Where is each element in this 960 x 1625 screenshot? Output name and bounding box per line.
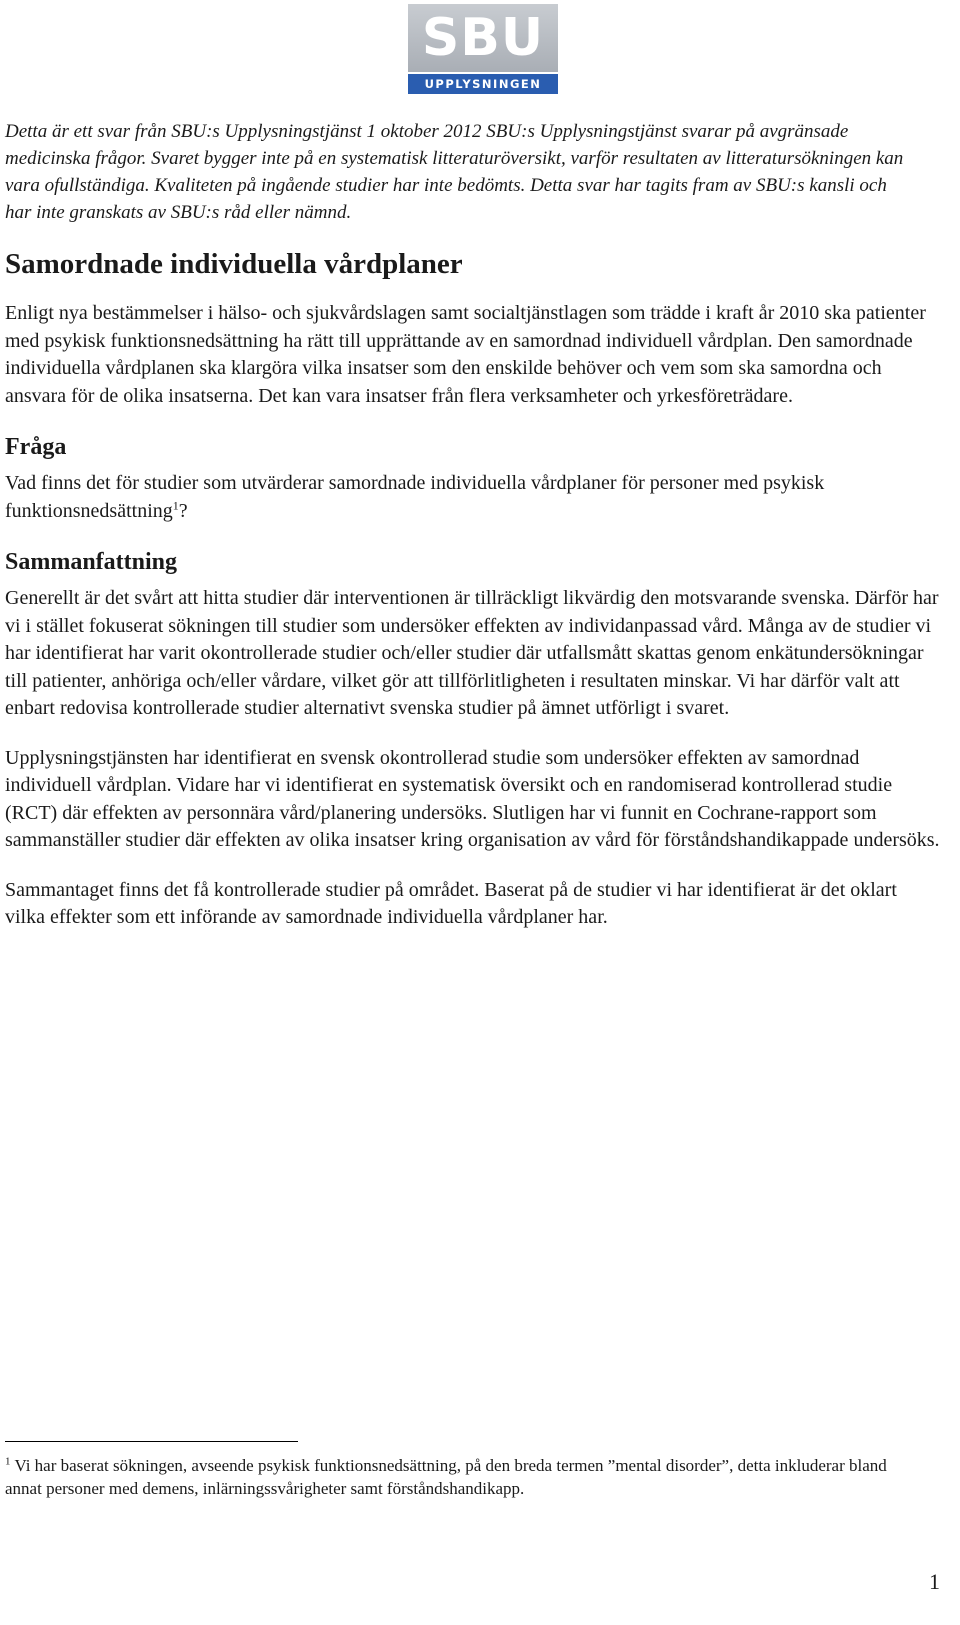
footnote-reference[interactable]: 1 xyxy=(172,497,179,512)
main-content xyxy=(5,246,940,954)
page-title: Samordnade individuella vårdplaner xyxy=(5,248,463,280)
background-paragraph: Enligt nya bestämmelser i hälso- och sjukvårdslagen samt socialtjänstlagen som trädde i kraft år 2010 ska patienter med psykisk funktionsnedsättning ha rätt till upprättande av en samordnad individuell vårdplan. Den samordnade individuella vårdplanen ska klargöra vilka insatser som den enskilde behöver och vem som ska samordna och ansvara för de olika insatserna. Det kan vara insatser från flera verksamheter och yrkesföreträdare. xyxy=(5,302,926,407)
question-heading: Fråga xyxy=(5,434,67,460)
summary-paragraph: Sammantaget finns det få kontrollerade studier på området. Baserat på de studier vi har identifierat är det oklart vilka effekter som ett införande av samordnade individuella vårdplaner har. xyxy=(5,878,897,928)
question-text xyxy=(5,470,940,525)
footnote xyxy=(5,1454,915,1500)
logo-sub-text: UPPLYSNINGEN xyxy=(424,77,542,91)
logo-sub-block xyxy=(408,74,558,94)
logo-main-block xyxy=(408,4,558,72)
summary-paragraph: Generellt är det svårt att hitta studier där interventionen är tillräckligt likvärdig den motsvarande svenska. Därför har vi i stället fokuserat sökningen till studier som undersöker effekten av individanpassad vård. Många av de studier vi har identifierat har varit okontrollerade studier och/eller studier där utfallsmått skattas genom enkätundersökningar till patienter, anhöriga och/eller vårdare, vilket gör att tillförlitligheten i resultaten minskar. Vi har därför valt att enbart redovisa kontrollerade studier alternativt svenska studier på ämnet utförligt i svaret. xyxy=(5,587,939,719)
disclaimer-intro: Detta är ett svar från SBU:s Upplysningstjänst 1 oktober 2012 SBU:s Upplysningstjänst svarar på avgränsade medicinska frågor. Svaret bygger inte på en systematisk litteraturöversikt, varför resultaten av litteratursökningen kan vara ofullständiga. Kvaliteten på ingående studier har inte bedömts. Detta svar har tagits fram av SBU:s kansli och har inte granskats av SBU:s råd eller nämnd. xyxy=(5,121,904,223)
summary-heading: Sammanfattning xyxy=(5,549,178,575)
question-body: Vad finns det för studier som utvärderar samordnade individuella vårdplaner för personer med psykisk funktionsnedsättning xyxy=(5,472,825,522)
question-end: ? xyxy=(178,499,188,522)
footnote-mark: 1 xyxy=(5,1455,11,1468)
logo-main-text: SBU xyxy=(421,8,545,68)
page-number: 1 xyxy=(929,1569,940,1594)
footnote-divider xyxy=(5,1441,298,1442)
footnote-text: Vi har baserat sökningen, avseende psykisk funktionsnedsättning, på den breda termen ”mental disorder”, detta inkluderar bland annat personer med demens, inlärningssvårigheter samt förståndshandikapp. xyxy=(5,1456,887,1498)
summary-paragraph: Upplysningstjänsten har identifierat en svensk okontrollerad studie som undersöker effekten av samordnad individuell vårdplan. Vidare har vi identifierat en systematisk översikt och en randomiserad kontrollerad studie (RCT) där effekten av personnära vård/planering undersöks. Slutligen har vi funnit en Cochrane-rapport som sammanställer studier där effekten av olika insatser kring organisation av vård för förståndshandikappade undersöks. xyxy=(5,746,940,851)
sbu-logo xyxy=(408,4,558,94)
